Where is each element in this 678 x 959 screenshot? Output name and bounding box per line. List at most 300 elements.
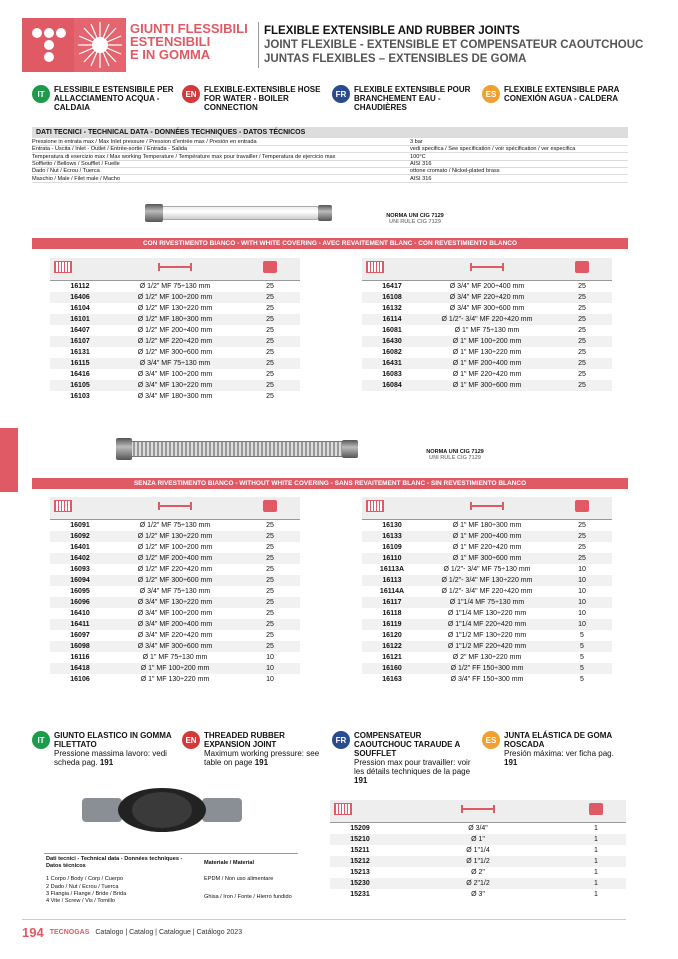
article-code: 16113A bbox=[379, 565, 405, 573]
lang-es: ES FLEXIBLE EXTENSIBLE PARA CONEXIÓN AGUA - CALDERA bbox=[482, 85, 626, 112]
size: Ø 1/2"- 3/4" MF 220÷420 mm bbox=[441, 587, 533, 595]
article-code: 15210 bbox=[330, 834, 390, 845]
size: Ø 3/4" MF 75÷130 mm bbox=[139, 587, 211, 595]
article-code: 16108 bbox=[362, 292, 422, 303]
it-badge-icon: IT bbox=[32, 731, 50, 749]
article-code: 16430 bbox=[362, 336, 422, 347]
size: Ø 1" MF 130÷220 mm bbox=[140, 675, 210, 683]
barcode-icon bbox=[366, 500, 384, 512]
pack-qty: 25 bbox=[266, 392, 274, 400]
table-row bbox=[50, 531, 300, 542]
es-badge-icon: ES bbox=[482, 85, 500, 103]
table-white-right bbox=[362, 258, 612, 391]
size: Ø 1"1/4 MF 130÷220 mm bbox=[447, 609, 527, 617]
tech-row bbox=[32, 139, 628, 146]
table-row bbox=[362, 619, 612, 630]
materials-value: Ghisa / Iron / Fonte / Hierro fundido bbox=[204, 894, 292, 900]
size: Ø 1" MF 75÷130 mm bbox=[142, 653, 208, 661]
size: Ø 3/4" bbox=[468, 824, 488, 832]
article-code: 16401 bbox=[70, 543, 90, 551]
table-row bbox=[50, 542, 300, 553]
materials-row: 1 Corpo / Body / Corp / Cuerpo bbox=[46, 876, 124, 882]
tech-value: AISI 316 bbox=[410, 160, 432, 167]
article-code: 16431 bbox=[362, 358, 422, 369]
lang-fr: FR FLEXIBLE EXTENSIBLE POUR BRANCHEMENT EAU - CHAUDIÈRES bbox=[332, 85, 476, 112]
size: Ø 3" bbox=[471, 890, 485, 898]
table-row bbox=[362, 347, 612, 358]
article-code: 16103 bbox=[70, 392, 90, 400]
size: Ø 3/4" MF 200÷400 mm bbox=[110, 619, 240, 630]
norma-label-2: NORMA UNI CIG 7129 UNI RULE CIG 7129 bbox=[426, 449, 484, 461]
article-code: 15211 bbox=[350, 846, 370, 854]
table-row bbox=[330, 856, 626, 867]
table-row bbox=[50, 663, 300, 674]
article-code: 16105 bbox=[50, 380, 110, 391]
pack-qty: 25 bbox=[240, 619, 300, 630]
pack-qty: 25 bbox=[266, 521, 274, 529]
size: Ø 1/2" MF 75÷130 mm bbox=[139, 521, 211, 529]
table-row bbox=[330, 822, 626, 834]
footer-catalog: Catalogo | Catalog | Catalogue | Catálogo 2023 bbox=[95, 929, 243, 936]
table-row bbox=[362, 564, 612, 575]
hose-fitting-left bbox=[145, 204, 163, 222]
barcode-icon bbox=[54, 261, 72, 273]
table-icon-header bbox=[330, 800, 626, 822]
article-code: 16115 bbox=[50, 358, 110, 369]
pack-qty: 25 bbox=[266, 565, 274, 573]
table-row bbox=[362, 542, 612, 553]
package-icon bbox=[575, 500, 589, 512]
article-code: 16092 bbox=[50, 531, 110, 542]
article-code: 16118 bbox=[382, 609, 402, 617]
length-icon bbox=[461, 805, 495, 813]
size: Ø 1"1/2 MF 220÷420 mm bbox=[422, 641, 552, 652]
size: Ø 3/4" MF 100÷200 mm bbox=[137, 609, 213, 617]
norma-label-1: NORMA UNI CIG 7129 UNI RULE CIG 7129 bbox=[386, 213, 444, 225]
pack-qty: 1 bbox=[566, 878, 626, 889]
language-descriptions bbox=[32, 85, 632, 112]
materials-table bbox=[44, 853, 298, 915]
table-row bbox=[362, 575, 612, 586]
size: Ø 1" MF 220÷420 mm bbox=[452, 370, 522, 378]
article-code: 16416 bbox=[70, 370, 90, 378]
size: Ø 1" bbox=[390, 834, 566, 845]
size: Ø 3/4" MF 180÷300 mm bbox=[137, 392, 213, 400]
title-multilang: FLEXIBLE EXTENSIBLE AND RUBBER JOINTS JOINT FLEXIBLE - EXTENSIBLE ET COMPENSATEUR CAOUTCHOUC JUNTAS FLEXIBLES – EXTENSIBLES DE GOMA bbox=[264, 25, 644, 65]
article-code: 16402 bbox=[50, 553, 110, 564]
pack-qty: 10 bbox=[552, 575, 612, 586]
table-row bbox=[330, 834, 626, 845]
table-row bbox=[50, 608, 300, 619]
pack-qty: 25 bbox=[552, 336, 612, 347]
size: Ø 3/4" MF 220÷420 mm bbox=[422, 292, 552, 303]
table-row bbox=[362, 652, 612, 663]
pack-qty: 1 bbox=[566, 856, 626, 867]
footer-divider bbox=[22, 919, 626, 920]
table-row bbox=[362, 608, 612, 619]
pack-qty: 25 bbox=[240, 336, 300, 347]
tech-label: Maschio / Male / Filet male / Macho bbox=[32, 175, 120, 182]
pack-qty: 10 bbox=[578, 587, 586, 595]
pack-qty: 25 bbox=[552, 553, 612, 564]
table-row bbox=[50, 391, 300, 402]
table-row bbox=[362, 630, 612, 641]
pack-qty: 1 bbox=[594, 846, 598, 854]
pack-qty: 25 bbox=[552, 531, 612, 542]
pack-qty: 25 bbox=[578, 543, 586, 551]
tech-value: 3 bar bbox=[410, 139, 423, 145]
joint-lang-en: EN THREADED RUBBER EXPANSION JOINT Maximum working pressure: see table on page 191 bbox=[182, 731, 326, 785]
hose-fitting-right bbox=[318, 205, 332, 221]
package-icon bbox=[263, 500, 277, 512]
table-row bbox=[362, 303, 612, 314]
table-row bbox=[362, 586, 612, 597]
materials-row: 2 Dado / Nut / Ecrou / Tuerca bbox=[46, 884, 119, 890]
pack-qty: 10 bbox=[266, 653, 274, 661]
article-code: 16109 bbox=[382, 543, 402, 551]
pack-qty: 25 bbox=[266, 609, 274, 617]
article-code: 16106 bbox=[70, 675, 90, 683]
size: Ø 3/4" MF 300÷600 mm bbox=[110, 641, 240, 652]
article-code: 16095 bbox=[70, 587, 90, 595]
table-row bbox=[362, 358, 612, 369]
header-divider bbox=[258, 22, 259, 68]
article-code: 16130 bbox=[382, 521, 402, 529]
size: Ø 1" MF 100÷200 mm bbox=[422, 336, 552, 347]
joint-lang-it: IT GIUNTO ELASTICO IN GOMMA FILETTATO Pressione massima lavoro: vedi scheda pag. 191 bbox=[32, 731, 176, 785]
joint-lang-fr: FR COMPENSATEUR CAOUTCHOUC TARAUDE A SOUFFLET Pression max pour travailler: voir les détails techniques de la page 191 bbox=[332, 731, 476, 785]
table-icon-header bbox=[50, 497, 300, 519]
tech-value: 100°C bbox=[410, 153, 426, 160]
pack-qty: 25 bbox=[240, 597, 300, 608]
table-icon-header bbox=[362, 497, 612, 519]
size: Ø 1/2" MF 220÷420 mm bbox=[110, 336, 240, 347]
pack-qty: 5 bbox=[552, 663, 612, 674]
size: Ø 3/4" MF 130÷220 mm bbox=[110, 597, 240, 608]
article-code: 16112 bbox=[70, 282, 90, 290]
size: Ø 1/2"- 3/4" MF 75÷130 mm bbox=[443, 565, 531, 573]
tech-row bbox=[32, 176, 628, 183]
article-code: 16084 bbox=[362, 380, 422, 391]
tech-data-header: DATI TECNICI - TECHNICAL DATA - DONNÉES TECHNIQUES - DATOS TÉCNICOS bbox=[32, 127, 628, 138]
size: Ø 1" MF 300÷600 mm bbox=[422, 553, 552, 564]
en-badge-icon: EN bbox=[182, 85, 200, 103]
table-row bbox=[362, 553, 612, 564]
table-row bbox=[362, 369, 612, 380]
size: Ø 1/2" MF 220÷420 mm bbox=[137, 565, 213, 573]
size: Ø 1" MF 130÷220 mm bbox=[452, 348, 522, 356]
package-icon bbox=[575, 261, 589, 273]
article-code: 15230 bbox=[330, 878, 390, 889]
pack-qty: 5 bbox=[580, 653, 584, 661]
table-row bbox=[362, 663, 612, 674]
article-code: 16407 bbox=[70, 326, 90, 334]
size: Ø 1/2" MF 75÷130 mm bbox=[139, 282, 211, 290]
table-bare-left bbox=[50, 497, 300, 685]
table-row bbox=[362, 519, 612, 531]
tech-row bbox=[32, 168, 628, 175]
article-code: 16110 bbox=[362, 553, 422, 564]
pack-qty: 10 bbox=[578, 565, 586, 573]
size: Ø 3/4" MF 300÷600 mm bbox=[449, 304, 525, 312]
article-code: 16097 bbox=[70, 631, 90, 639]
table-row bbox=[330, 878, 626, 889]
pack-qty: 25 bbox=[266, 348, 274, 356]
table-row bbox=[50, 619, 300, 630]
table-row bbox=[50, 575, 300, 586]
table-row bbox=[50, 586, 300, 597]
materials-header: Dati tecnici - Technical data - Données techniques - Datos técnicos bbox=[46, 856, 183, 869]
table-row bbox=[330, 867, 626, 878]
table-rubber-joint bbox=[330, 800, 626, 900]
pack-qty: 25 bbox=[578, 348, 586, 356]
size: Ø 3/4" MF 100÷200 mm bbox=[137, 370, 213, 378]
tech-label: Soffietto / Bellows / Soufflet / Fuelle bbox=[32, 160, 120, 167]
tech-value: AISI 316 bbox=[410, 175, 432, 182]
size: Ø 2" bbox=[471, 868, 485, 876]
size: Ø 1"1/4 bbox=[466, 846, 490, 854]
table-icon-header bbox=[50, 258, 300, 280]
article-code: 16113 bbox=[362, 575, 422, 586]
size: Ø 1" MF 100÷200 mm bbox=[110, 663, 240, 674]
size: Ø 1/2" MF 200÷400 mm bbox=[110, 553, 240, 564]
length-icon bbox=[470, 263, 504, 271]
size: Ø 1" MF 200÷400 mm bbox=[422, 358, 552, 369]
pack-qty: 10 bbox=[240, 663, 300, 674]
article-code: 16101 bbox=[50, 314, 110, 325]
article-code: 16410 bbox=[70, 609, 90, 617]
table-row bbox=[50, 358, 300, 369]
table-row bbox=[362, 314, 612, 325]
pack-qty: 25 bbox=[240, 531, 300, 542]
materials-column: Materiale / Material bbox=[204, 860, 255, 866]
pack-qty: 25 bbox=[240, 641, 300, 652]
footer-brand: TECNOGAS bbox=[49, 929, 90, 936]
table-row bbox=[50, 553, 300, 564]
pack-qty: 1 bbox=[594, 890, 598, 898]
banner-with-covering: CON RIVESTIMENTO BIANCO - WITH WHITE COVERING - AVEC REVAITEMENT BLANC - CON REVESTIMIENTO BLANCO bbox=[32, 238, 628, 249]
size: Ø 1/2" MF 130÷220 mm bbox=[137, 304, 213, 312]
tech-label: Entrata - Uscita / Inlet - Outlet / Entrée-sortie / Entrada - Salida bbox=[32, 146, 188, 153]
article-code: 16119 bbox=[362, 619, 422, 630]
article-code: 16083 bbox=[382, 370, 402, 378]
table-row bbox=[50, 652, 300, 663]
pack-qty: 1 bbox=[566, 834, 626, 845]
es-badge-icon: ES bbox=[482, 731, 500, 749]
size: Ø 2" MF 130÷220 mm bbox=[452, 653, 522, 661]
article-code: 16093 bbox=[70, 565, 90, 573]
size: Ø 1/2" MF 200÷400 mm bbox=[137, 326, 213, 334]
article-code: 15209 bbox=[350, 824, 370, 832]
table-row bbox=[50, 280, 300, 292]
pack-qty: 25 bbox=[266, 326, 274, 334]
materials-row: 3 Flangia / Flange / Bride / Brida bbox=[46, 891, 127, 897]
size: Ø 1/2"- 3/4" MF 220÷420 mm bbox=[422, 314, 552, 325]
it-badge-icon: IT bbox=[32, 85, 50, 103]
pack-qty: 25 bbox=[240, 292, 300, 303]
barcode-icon bbox=[54, 500, 72, 512]
pack-qty: 25 bbox=[266, 370, 274, 378]
pack-qty: 10 bbox=[578, 609, 586, 617]
table-white-left bbox=[50, 258, 300, 402]
article-code: 16163 bbox=[382, 675, 402, 683]
article-code: 16406 bbox=[50, 292, 110, 303]
size: Ø 3/4" FF 150÷300 mm bbox=[450, 675, 524, 683]
pack-qty: 10 bbox=[552, 597, 612, 608]
article-code: 15212 bbox=[330, 856, 390, 867]
lang-it: IT FLESSIBILE ESTENSIBILE PER ALLACCIAMENTO ACQUA - CALDAIA bbox=[32, 85, 176, 112]
table-row bbox=[50, 597, 300, 608]
pack-qty: 25 bbox=[578, 326, 586, 334]
article-code: 16122 bbox=[362, 641, 422, 652]
size: Ø 1/2" MF 300÷600 mm bbox=[137, 348, 213, 356]
length-icon bbox=[470, 502, 504, 510]
article-code: 15231 bbox=[350, 890, 370, 898]
length-icon bbox=[158, 263, 192, 271]
pack-qty: 25 bbox=[266, 282, 274, 290]
size: Ø 1/2" MF 130÷220 mm bbox=[110, 531, 240, 542]
pack-qty: 25 bbox=[240, 358, 300, 369]
size: Ø 1/2" MF 180÷300 mm bbox=[110, 314, 240, 325]
table-bare-right bbox=[362, 497, 612, 685]
table-row bbox=[50, 292, 300, 303]
size: Ø 1" MF 200÷400 mm bbox=[422, 531, 552, 542]
materials-value: EPDM / Non uso alimentare bbox=[204, 876, 274, 882]
length-icon bbox=[158, 502, 192, 510]
pack-qty: 25 bbox=[578, 304, 586, 312]
pack-qty: 5 bbox=[552, 641, 612, 652]
table-row bbox=[50, 380, 300, 391]
size: Ø 1"1/4 MF 220÷420 mm bbox=[422, 619, 552, 630]
fr-badge-icon: FR bbox=[332, 85, 350, 103]
article-code: 16107 bbox=[50, 336, 110, 347]
hose-white-image bbox=[160, 206, 320, 220]
tech-row bbox=[32, 161, 628, 168]
page-number: 194 bbox=[22, 925, 44, 940]
tech-value: vedi specifica / See specification / voir spécification / ver especifica bbox=[410, 146, 576, 153]
article-code: 16081 bbox=[382, 326, 402, 334]
table-icon-header bbox=[362, 258, 612, 280]
tecnogas-logo-icon bbox=[22, 18, 76, 72]
size: Ø 1/2" FF 150÷300 mm bbox=[422, 663, 552, 674]
size: Ø 3/4" MF 75÷130 mm bbox=[110, 358, 240, 369]
flexible-burst-icon bbox=[74, 18, 126, 72]
article-code: 15213 bbox=[350, 868, 370, 876]
en-badge-icon: EN bbox=[182, 731, 200, 749]
size: Ø 1/2"- 3/4" MF 130÷220 mm bbox=[422, 575, 552, 586]
size: Ø 3/4" MF 200÷400 mm bbox=[449, 282, 525, 290]
barcode-icon bbox=[334, 803, 352, 815]
size: Ø 3/4" MF 220÷420 mm bbox=[137, 631, 213, 639]
tech-row bbox=[32, 154, 628, 161]
metal-fitting-right bbox=[342, 440, 358, 458]
table-row bbox=[50, 303, 300, 314]
size: Ø 1" MF 180÷300 mm bbox=[452, 521, 522, 529]
table-row bbox=[362, 280, 612, 292]
table-row bbox=[362, 531, 612, 542]
size: Ø 1/2" MF 300÷600 mm bbox=[110, 575, 240, 586]
table-row bbox=[362, 336, 612, 347]
article-code: 16098 bbox=[50, 641, 110, 652]
tech-label: Pressione in entrata max / Max Inlet pressure / Pression d'entrée max / Presión en entrada bbox=[32, 139, 257, 145]
article-code: 16120 bbox=[382, 631, 402, 639]
pack-qty: 25 bbox=[552, 314, 612, 325]
package-icon bbox=[263, 261, 277, 273]
pack-qty: 25 bbox=[552, 380, 612, 391]
table-row bbox=[50, 347, 300, 358]
table-row bbox=[362, 380, 612, 391]
tech-label: Temperatura di esercizio max / Max working Temperature / Température max pour travailler / Temperatura de ejercicio max bbox=[32, 153, 336, 160]
size: Ø 3/4" MF 130÷220 mm bbox=[110, 380, 240, 391]
article-code: 16417 bbox=[382, 282, 402, 290]
size: Ø 1/2" MF 100÷200 mm bbox=[137, 543, 213, 551]
size: Ø 1"1/4 MF 75÷130 mm bbox=[422, 597, 552, 608]
metal-fitting-left bbox=[116, 438, 132, 460]
pack-qty: 5 bbox=[580, 675, 584, 683]
table-row bbox=[50, 641, 300, 652]
table-row bbox=[50, 674, 300, 685]
table-row bbox=[50, 564, 300, 575]
pack-qty: 25 bbox=[578, 370, 586, 378]
pack-qty: 5 bbox=[580, 631, 584, 639]
pack-qty: 25 bbox=[552, 292, 612, 303]
pack-qty: 25 bbox=[266, 587, 274, 595]
pack-qty: 25 bbox=[266, 304, 274, 312]
materials-row: 4 Vite / Screw / Vis / Tornillo bbox=[46, 898, 116, 904]
size: Ø 1"1/2 MF 130÷220 mm bbox=[447, 631, 527, 639]
article-code: 16096 bbox=[50, 597, 110, 608]
pack-qty: 25 bbox=[240, 553, 300, 564]
pack-qty: 25 bbox=[240, 314, 300, 325]
table-row bbox=[50, 325, 300, 336]
table-row bbox=[50, 336, 300, 347]
article-code: 16114A bbox=[379, 587, 405, 595]
joint-lang-es: ES JUNTA ELÁSTICA DE GOMA ROSCADA Presión máxima: ver ficha pag. 191 bbox=[482, 731, 626, 785]
article-code: 16121 bbox=[382, 653, 402, 661]
table-row bbox=[50, 314, 300, 325]
section-side-tab bbox=[0, 428, 18, 492]
pack-qty: 25 bbox=[578, 282, 586, 290]
article-code: 16082 bbox=[382, 348, 402, 356]
table-row bbox=[362, 325, 612, 336]
pack-qty: 1 bbox=[594, 868, 598, 876]
size: Ø 1" MF 75÷130 mm bbox=[454, 326, 520, 334]
size: Ø 2"1/2 bbox=[390, 878, 566, 889]
fr-badge-icon: FR bbox=[332, 731, 350, 749]
article-code: 16117 bbox=[362, 597, 422, 608]
title-italian: GIUNTI FLESSIBILI ESTENSIBILI E IN GOMMA bbox=[130, 21, 248, 62]
table-row bbox=[330, 845, 626, 856]
article-code: 16131 bbox=[70, 348, 90, 356]
table-row bbox=[50, 630, 300, 641]
article-code: 16091 bbox=[70, 521, 90, 529]
table-row bbox=[362, 292, 612, 303]
table-row bbox=[50, 369, 300, 380]
table-row bbox=[362, 597, 612, 608]
pack-qty: 25 bbox=[266, 543, 274, 551]
footer bbox=[22, 925, 242, 940]
pack-qty: 25 bbox=[578, 521, 586, 529]
article-code: 16094 bbox=[50, 575, 110, 586]
package-icon bbox=[589, 803, 603, 815]
size: Ø 1" MF 220÷420 mm bbox=[452, 543, 522, 551]
table-row bbox=[330, 889, 626, 900]
barcode-icon bbox=[366, 261, 384, 273]
article-code: 16114 bbox=[362, 314, 422, 325]
article-code: 16160 bbox=[362, 663, 422, 674]
table-row bbox=[362, 641, 612, 652]
pack-qty: 25 bbox=[552, 358, 612, 369]
